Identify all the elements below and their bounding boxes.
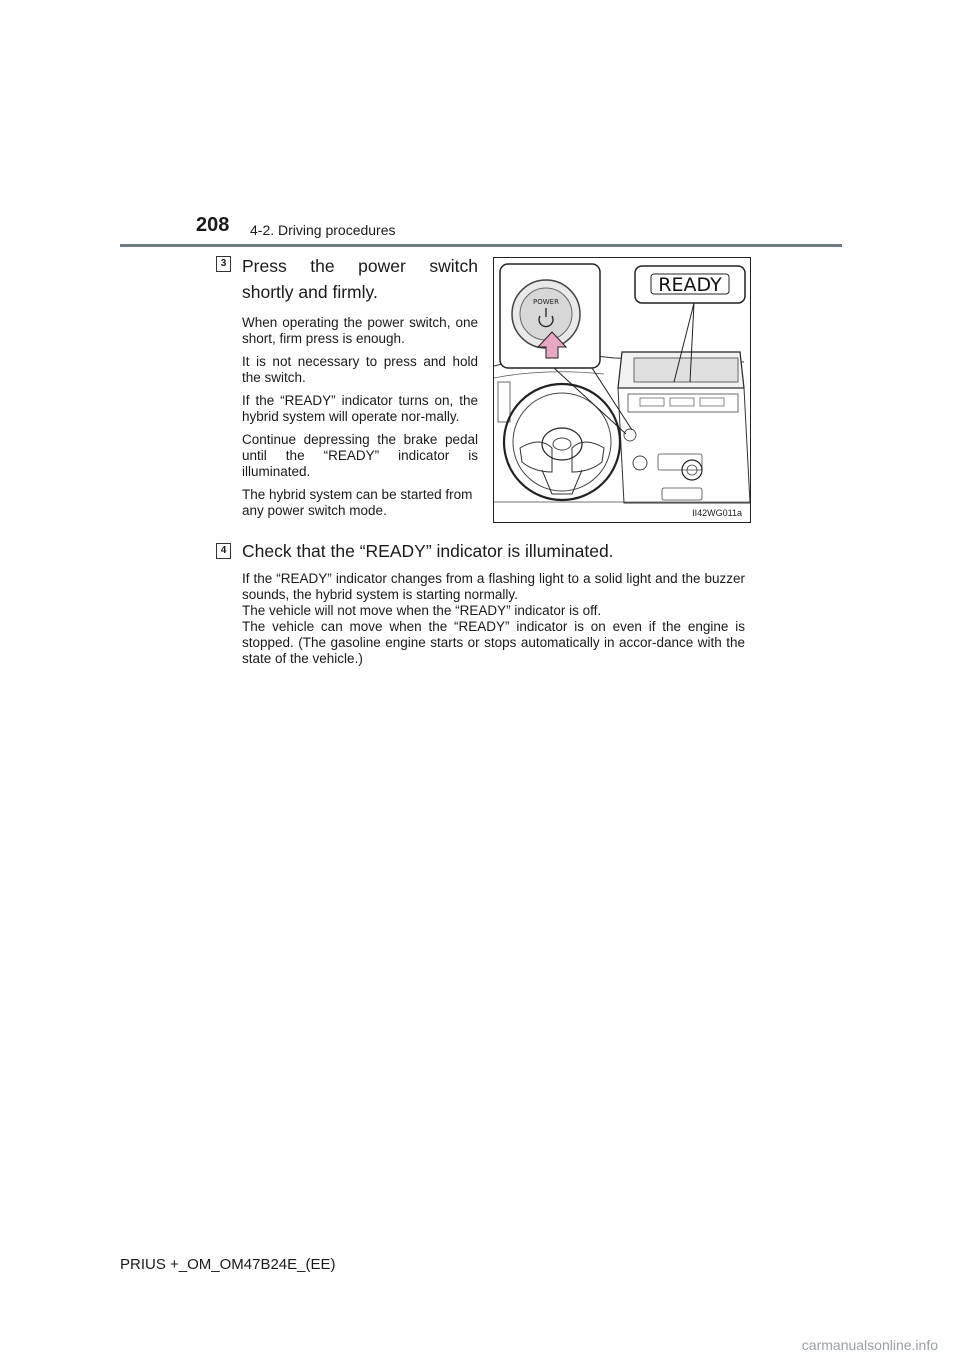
step-4-title: Check that the “READY” indicator is illuminated. bbox=[242, 541, 614, 561]
step-4-notes bbox=[242, 571, 745, 667]
dashboard-illustration bbox=[493, 257, 751, 523]
header-divider bbox=[120, 244, 842, 247]
step-4-note: The vehicle will not move when the “READY” indicator is off. bbox=[242, 603, 602, 618]
dashboard-drawing bbox=[494, 258, 751, 523]
step-3-notes bbox=[242, 315, 478, 526]
section-title: 4-2. Driving procedures bbox=[250, 222, 396, 238]
step-3-note: When operating the power switch, one short, firm press is enough. bbox=[242, 315, 478, 346]
step-4-note: If the “READY” indicator changes from a flashing light to a solid light and the buzzer sounds, the hybrid system is starting normally. bbox=[242, 571, 745, 602]
watermark[interactable]: carmanualsonline.info bbox=[801, 1337, 938, 1353]
step-4-note: The vehicle can move when the “READY” indicator is on even if the engine is stopped. (The gasoline engine starts or stops automatically in accor-dance with the state of the vehicle.) bbox=[242, 619, 745, 666]
page-number: 208 bbox=[196, 214, 230, 236]
ready-label: READY bbox=[658, 274, 722, 296]
step-3-note: It is not necessary to press and hold the switch. bbox=[242, 354, 478, 385]
step-3-marker: 3 bbox=[216, 256, 231, 272]
step-3-note: Continue depressing the brake pedal until the “READY” indicator is illuminated. bbox=[242, 432, 478, 479]
step-3-title: Press the power switch shortly and firmly. bbox=[242, 256, 478, 302]
step-3-note: If the “READY” indicator turns on, the hybrid system will operate nor-mally. bbox=[242, 393, 478, 424]
step-3-note: The hybrid system can be started from any power switch mode. bbox=[242, 487, 473, 518]
step-4-marker: 4 bbox=[216, 543, 231, 559]
figure-code: II42WG011a bbox=[692, 508, 742, 518]
document-id: PRIUS +_OM_OM47B24E_(EE) bbox=[120, 1256, 336, 1273]
power-label: POWER bbox=[533, 298, 559, 306]
